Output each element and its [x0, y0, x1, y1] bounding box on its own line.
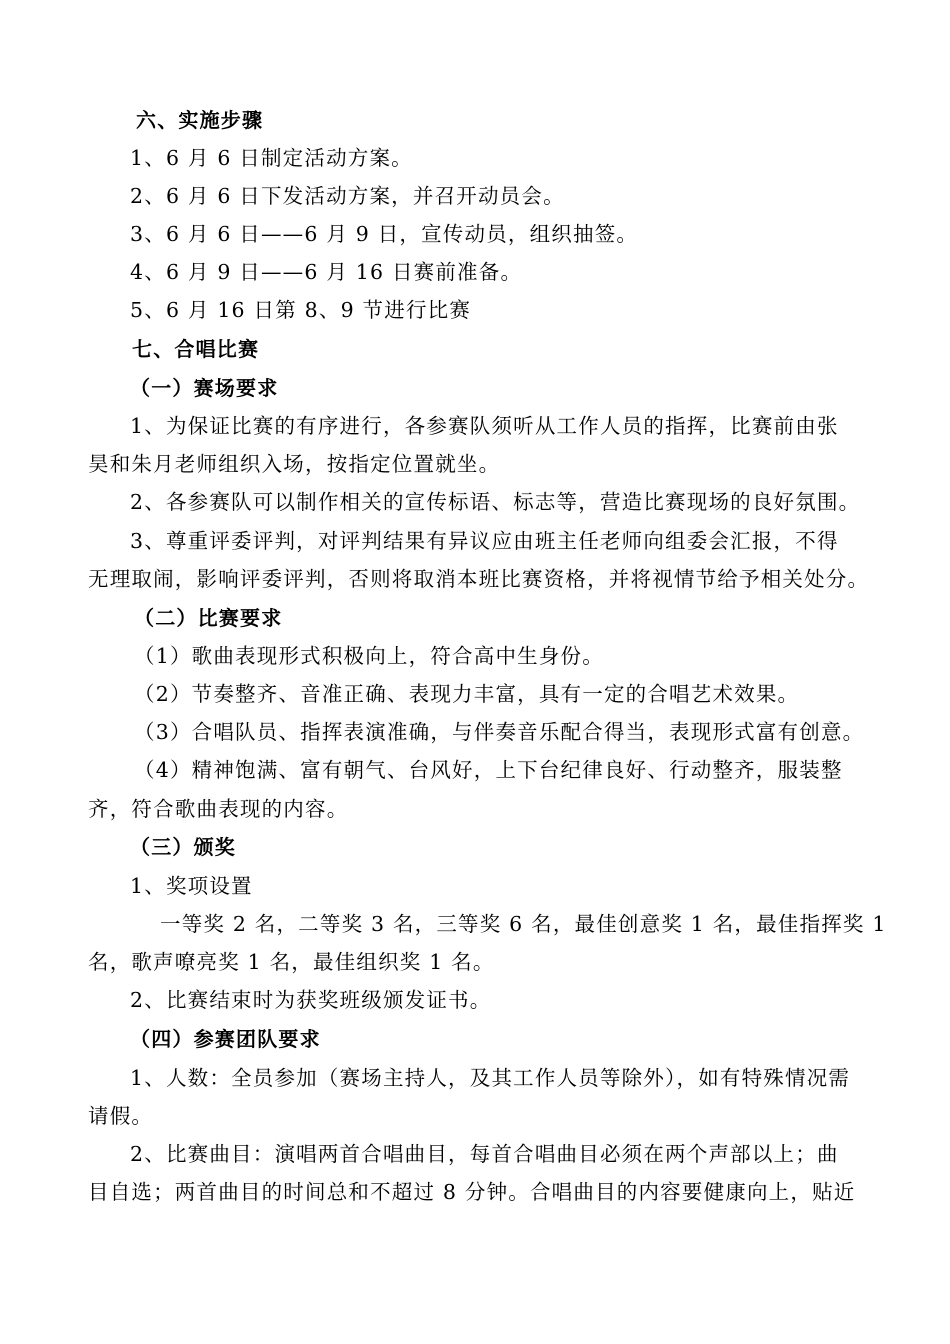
venue-rule-1-line-1: 1、为保证比赛的有序进行，各参赛队须听从工作人员的指挥，比赛前由张: [130, 414, 839, 438]
award-item-1: 1、奖项设置: [130, 874, 253, 898]
step-4: 4、6 月 9 日——6 月 16 日赛前准备。: [130, 260, 523, 284]
criterion-2: （2）节奏整齐、音准正确、表现力丰富，具有一定的合唱艺术效果。: [134, 682, 800, 706]
team-rule-2-line-1: 2、比赛曲目：演唱两首合唱曲目，每首合唱曲目必须在两个声部以上；曲: [130, 1142, 839, 1166]
subsection-4-heading: （四）参赛团队要求: [130, 1027, 321, 1051]
criterion-3: （3）合唱队员、指挥表演准确，与伴奏音乐配合得当，表现形式富有创意。: [134, 720, 865, 744]
team-rule-2-line-2: 目自选；两首曲目的时间总和不超过 8 分钟。合唱曲目的内容要健康向上，贴近: [88, 1180, 856, 1204]
criterion-1: （1）歌曲表现形式积极向上，符合高中生身份。: [134, 644, 604, 668]
subsection-1-heading: （一）赛场要求: [130, 376, 279, 400]
award-detail-line-2: 名，歌声嘹亮奖 1 名，最佳组织奖 1 名。: [88, 950, 495, 974]
award-item-2: 2、比赛结束时为获奖班级颁发证书。: [130, 988, 492, 1012]
team-rule-1-line-2: 请假。: [88, 1104, 154, 1128]
subsection-3-heading: （三）颁奖: [130, 835, 236, 859]
section-7-heading: 七、合唱比赛: [132, 337, 260, 361]
step-2: 2、6 月 6 日下发活动方案，并召开动员会。: [130, 184, 565, 208]
venue-rule-1-line-2: 昊和朱月老师组织入场，按指定位置就坐。: [88, 452, 501, 476]
step-1: 1、6 月 6 日制定活动方案。: [130, 146, 413, 170]
section-6-heading: 六、实施步骤: [136, 108, 264, 132]
venue-rule-3-line-1: 3、尊重评委评判，对评判结果有异议应由班主任老师向组委会汇报，不得: [130, 529, 839, 553]
subsection-2-heading: （二）比赛要求: [134, 606, 283, 630]
venue-rule-2: 2、各参赛队可以制作相关的宣传标语、标志等，营造比赛现场的良好氛围。: [130, 490, 861, 514]
team-rule-1-line-1: 1、人数：全员参加（赛场主持人，及其工作人员等除外），如有特殊情况需: [130, 1066, 851, 1090]
criterion-4-line-2: 齐，符合歌曲表现的内容。: [88, 797, 349, 821]
step-3: 3、6 月 6 日——6 月 9 日，宣传动员，组织抽签。: [130, 222, 639, 246]
award-detail-line-1: 一等奖 2 名，二等奖 3 名，三等奖 6 名，最佳创意奖 1 名，最佳指挥奖 1: [160, 912, 887, 936]
venue-rule-3-line-2: 无理取闹，影响评委评判，否则将取消本班比赛资格，并将视情节给予相关处分。: [88, 567, 870, 591]
step-5: 5、6 月 16 日第 8、9 节进行比赛: [130, 298, 472, 322]
criterion-4-line-1: （4）精神饱满、富有朝气、台风好，上下台纪律良好、行动整齐，服装整: [134, 758, 843, 782]
